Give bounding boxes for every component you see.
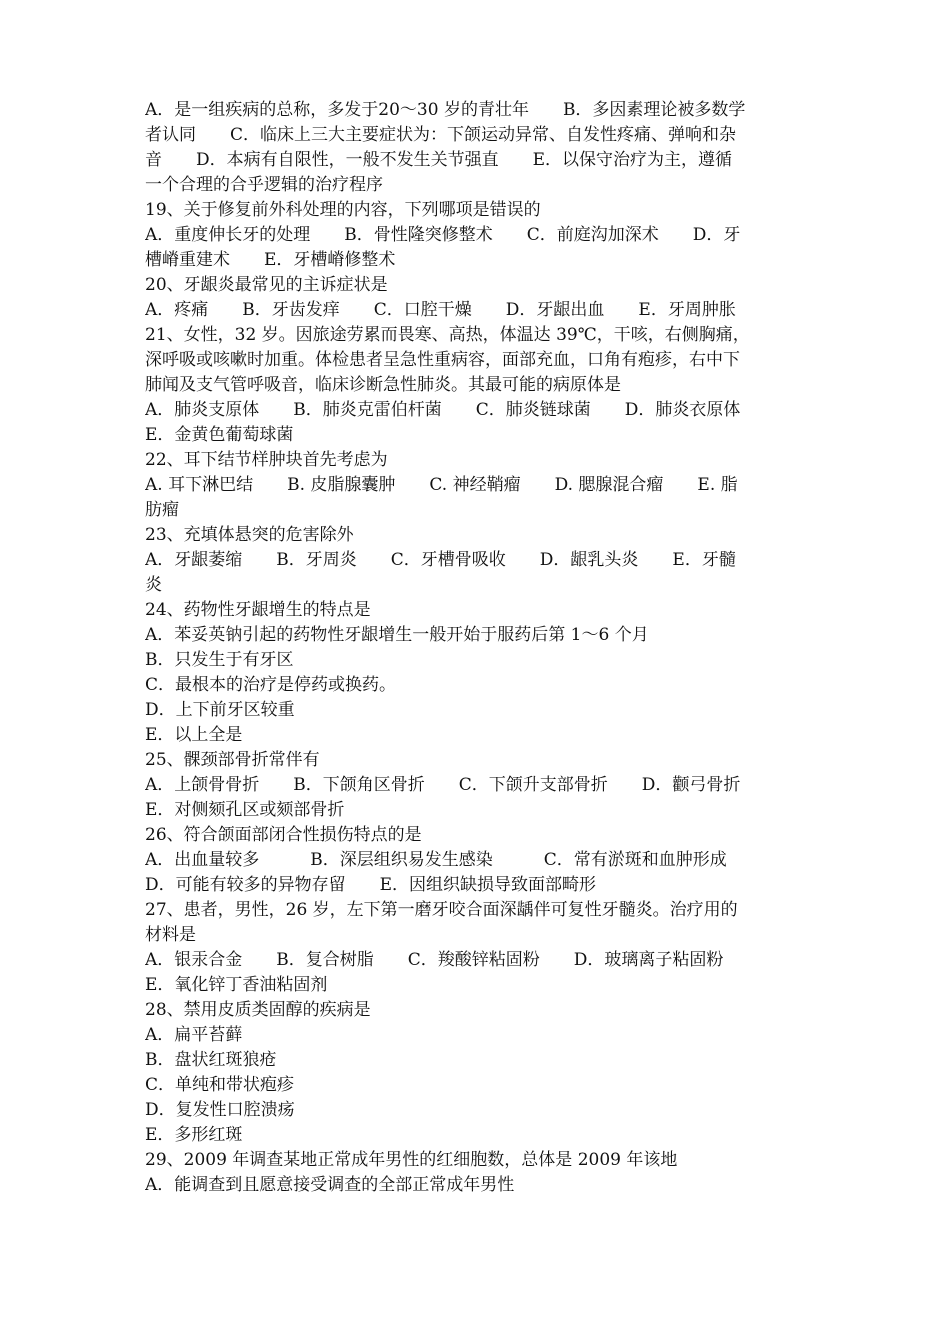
text-line: A．是一组疾病的总称，多发于20～30 岁的青壮年 B．多因素理论被多数学 <box>145 100 746 120</box>
text-line: A. 耳下淋巴结 B. 皮脂腺囊肿 C. 神经鞘瘤 D. 腮腺混合瘤 E. 脂 <box>145 475 738 495</box>
text-line: E．以上全是 <box>145 725 243 745</box>
text-line: E．氧化锌丁香油粘固剂 <box>145 975 328 995</box>
text-line: E．金黄色葡萄球菌 <box>145 425 294 445</box>
question-line: 19、关于修复前外科处理的内容，下列哪项是错误的 <box>145 200 541 220</box>
text-line: 一个合理的合乎逻辑的治疗程序 <box>145 175 383 195</box>
text-line: A．扁平苔藓 <box>145 1025 243 1045</box>
text-line: C．最根本的治疗是停药或换药。 <box>145 675 397 695</box>
question-line: 21、女性，32 岁。因旅途劳累而畏寒、高热，体温达 39℃，干咳，右侧胸痛， <box>145 325 750 345</box>
text-line: 炎 <box>145 575 162 595</box>
text-line: A．肺炎支原体 B．肺炎克雷伯杆菌 C．肺炎链球菌 D．肺炎衣原体 <box>145 400 741 420</box>
text-line: A．上颌骨骨折 B．下颌角区骨折 C．下颌升支部骨折 D．颧弓骨折 <box>145 775 741 795</box>
text-line: 槽嵴重建术 E．牙槽嵴修整术 <box>145 250 396 270</box>
question-line: 27、患者，男性，26 岁，左下第一磨牙咬合面深龋伴可复性牙髓炎。治疗用的 <box>145 900 738 920</box>
text-line: E．多形红斑 <box>145 1125 243 1145</box>
text-line: 深呼吸或咳嗽时加重。体检患者呈急性重病容，面部充血，口角有疱疹，右中下 <box>145 350 740 370</box>
text-line: B．盘状红斑狼疮 <box>145 1050 277 1070</box>
question-line: 25、髁颈部骨折常伴有 <box>145 750 320 770</box>
text-line: D．上下前牙区较重 <box>145 700 295 720</box>
text-line: 材料是 <box>145 925 196 945</box>
text-line: D．可能有较多的异物存留 E．因组织缺损导致面部畸形 <box>145 875 597 895</box>
question-line: 28、禁用皮质类固醇的疾病是 <box>145 1000 371 1020</box>
question-line: 29、2009 年调查某地正常成年男性的红细胞数，总体是 2009 年该地 <box>145 1150 678 1170</box>
text-line: A．能调查到且愿意接受调查的全部正常成年男性 <box>145 1175 515 1195</box>
text-line: 音 D．本病有自限性，一般不发生关节强直 E．以保守治疗为主，遵循 <box>145 150 733 170</box>
text-line: D．复发性口腔溃疡 <box>145 1100 295 1120</box>
text-line: A．银汞合金 B．复合树脂 C．羧酸锌粘固粉 D．玻璃离子粘固粉 <box>145 950 724 970</box>
question-line: 23、充填体悬突的危害除外 <box>145 525 354 545</box>
text-line: A．出血量较多 B．深层组织易发生感染 C．常有淤斑和血肿形成 <box>145 850 727 870</box>
text-line: 肪瘤 <box>145 500 179 520</box>
text-line: A．牙龈萎缩 B．牙周炎 C．牙槽骨吸收 D．龈乳头炎 E．牙髓 <box>145 550 736 570</box>
question-line: 26、符合颌面部闭合性损伤特点的是 <box>145 825 422 845</box>
text-line: 肺闻及支气管呼吸音，临床诊断急性肺炎。其最可能的病原体是 <box>145 375 621 395</box>
text-line: A．疼痛 B．牙齿发痒 C．口腔干燥 D．牙龈出血 E．牙周肿胀 <box>145 300 736 320</box>
text-line: E．对侧颏孔区或颏部骨折 <box>145 800 345 820</box>
text-line: C．单纯和带状疱疹 <box>145 1075 295 1095</box>
text-line: A．重度伸长牙的处理 B．骨性隆突修整术 C．前庭沟加深术 D．牙 <box>145 225 741 245</box>
text-line: 者认同 C．临床上三大主要症状为：下颌运动异常、自发性疼痛、弹响和杂 <box>145 125 737 145</box>
text-line: B．只发生于有牙区 <box>145 650 294 670</box>
question-line: 24、药物性牙龈增生的特点是 <box>145 600 371 620</box>
question-line: 22、耳下结节样肿块首先考虑为 <box>145 450 388 470</box>
document-body <box>145 98 813 1198</box>
question-line: 20、牙龈炎最常见的主诉症状是 <box>145 275 388 295</box>
text-line: A．苯妥英钠引起的药物性牙龈增生一般开始于服药后第 1～6 个月 <box>145 625 649 645</box>
